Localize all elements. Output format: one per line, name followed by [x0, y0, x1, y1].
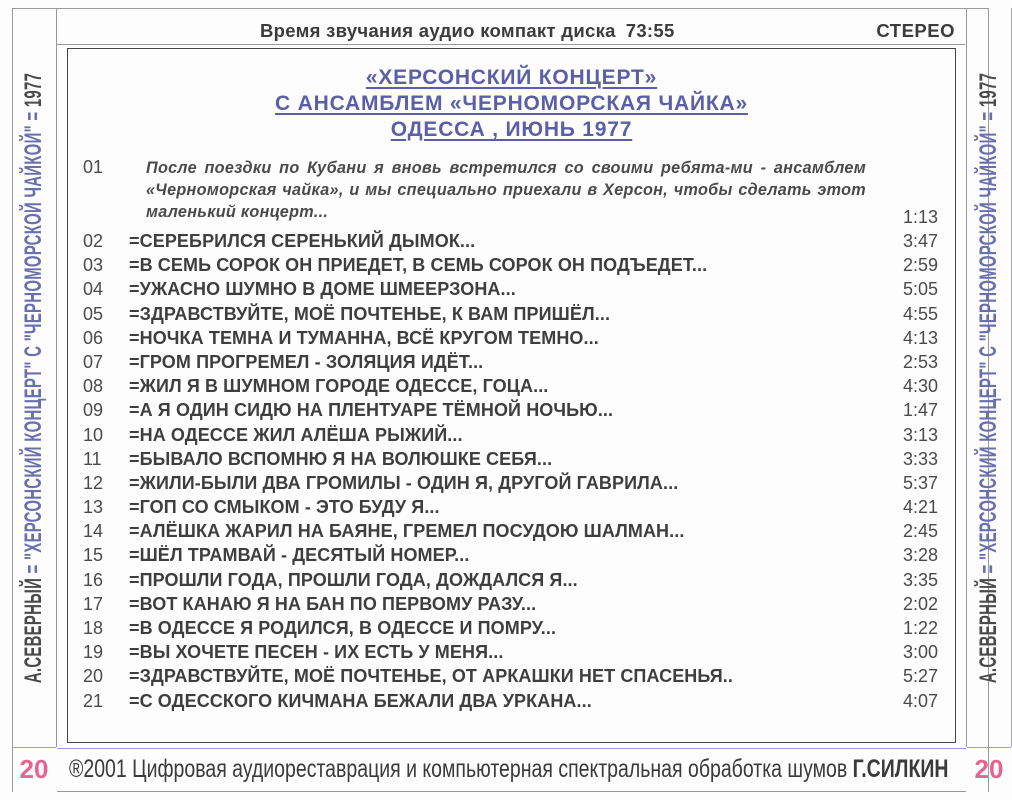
- track-duration: 1:13: [902, 207, 938, 227]
- track-row: [68, 666, 955, 690]
- track-title: =СЕРЕБРИЛСЯ СЕРЕНЬКИЙ ДЫМОК...: [129, 231, 476, 251]
- duration-value: 73:55: [625, 20, 675, 41]
- spine-text: [20, 72, 48, 682]
- track-number: 02: [83, 231, 104, 251]
- track-duration: 5:37: [902, 472, 938, 493]
- total-duration: [260, 20, 675, 42]
- track-row: [68, 400, 955, 424]
- track-duration: 3:00: [902, 642, 938, 663]
- track-number: 09: [83, 400, 104, 421]
- track-number: 11: [83, 448, 102, 469]
- duration-label: Время звучания аудио компакт диска: [260, 20, 616, 41]
- track-number: 14: [83, 521, 104, 542]
- track-row: [68, 594, 955, 618]
- track-title: =ЖИЛ Я В ШУМНОМ ГОРОДЕ ОДЕССЕ, ГОЦА...: [129, 376, 549, 397]
- track-duration: 4:21: [902, 497, 938, 518]
- track-row: [68, 376, 955, 400]
- track-duration: 1:47: [902, 400, 938, 421]
- track-number: 06: [83, 327, 104, 348]
- track-duration: 4:13: [902, 327, 938, 348]
- spine-year: 1977: [20, 72, 47, 107]
- track-intro: [68, 153, 955, 231]
- disc-number: 20: [974, 753, 1004, 784]
- track-number: 18: [83, 618, 104, 638]
- title-line-3: ОДЕССА , ИЮНЬ 1977: [390, 118, 633, 141]
- track-row: [68, 279, 955, 303]
- track-row: [68, 425, 955, 449]
- track-number: 08: [83, 376, 104, 397]
- track-duration: 2:02: [902, 593, 938, 614]
- track-title: =А Я ОДИН СИДЮ НА ПЛЕНТУАРЕ ТЁМНОЙ НОЧЬЮ...: [129, 400, 614, 421]
- track-row: [68, 570, 955, 594]
- track-number: 01: [83, 157, 104, 177]
- stereo-label: СТЕРЕО: [876, 20, 955, 41]
- tracklist-box: [67, 48, 956, 743]
- track-title: =ВЫ ХОЧЕТЕ ПЕСЕН - ИХ ЕСТЬ У МЕНЯ...: [129, 642, 504, 663]
- track-title: =НОЧКА ТЕМНА И ТУМАННА, ВСЁ КРУГОМ ТЕМНО...: [129, 327, 599, 348]
- track-title: =ЖИЛИ-БЫЛИ ДВА ГРОМИЛЫ - ОДИН Я, ДРУГОЙ ГАВРИЛА...: [129, 472, 679, 493]
- spine-artist: А.СЕВЕРНЫЙ: [20, 577, 47, 683]
- track-row: [68, 691, 955, 715]
- track-row: [68, 255, 955, 279]
- title-line-1: «ХЕРСОНСКИЙ КОНЦЕРТ»: [365, 66, 658, 89]
- track-title: =НА ОДЕССЕ ЖИЛ АЛЁША РЫЖИЙ...: [129, 424, 463, 445]
- track-title: =АЛЁШКА ЖАРИЛ НА БАЯНЕ, ГРЕМЕЛ ПОСУДОЮ ШАЛМАН...: [129, 521, 685, 542]
- right-spine: [966, 8, 1012, 747]
- spine-year: 1977: [975, 72, 1002, 107]
- spine-title: = "ХЕРСОНСКИЙ КОНЦЕРТ" С "ЧЕРНОМОРСКОЙ ЧАЙКОЙ" =: [975, 106, 1002, 578]
- spine-text: [975, 72, 1003, 682]
- track-number: 13: [83, 497, 104, 518]
- track-title: =В СЕМЬ СОРОК ОН ПРИЕДЕТ, В СЕМЬ СОРОК ОН ПОДЪЕДЕТ...: [129, 255, 708, 276]
- track-number: 20: [83, 666, 104, 687]
- track-title: =ШЁЛ ТРАМВАЙ - ДЕСЯТЫЙ НОМЕР...: [129, 545, 470, 566]
- track-duration: 3:35: [902, 569, 938, 590]
- track-title: =С ОДЕССКОГО КИЧМАНА БЕЖАЛИ ДВА УРКАНА...: [129, 690, 592, 711]
- disc-number: 20: [19, 753, 49, 784]
- track-duration: 3:47: [902, 231, 938, 251]
- track-duration: 2:53: [902, 351, 938, 372]
- track-duration: 5:05: [902, 279, 938, 300]
- track-number: 21: [83, 690, 104, 711]
- footer-credits: [69, 755, 948, 784]
- track-row: [68, 618, 955, 642]
- spine-title: = "ХЕРСОНСКИЙ КОНЦЕРТ" С "ЧЕРНОМОРСКОЙ ЧАЙКОЙ" =: [20, 106, 47, 578]
- track-row: [68, 545, 955, 569]
- spine-artist: А.СЕВЕРНЫЙ: [975, 577, 1002, 683]
- track-duration: 4:07: [902, 690, 938, 711]
- album-title: [68, 65, 955, 143]
- header-strip: [57, 8, 965, 45]
- track-title: =БЫВАЛО ВСПОМНЮ Я НА ВОЛЮШКЕ СЕБЯ...: [129, 448, 553, 469]
- track-title: =ЗДРАВСТВУЙТЕ, МОЁ ПОЧТЕНЬЕ, ОТ АРКАШКИ НЕТ СПАСЕНЬЯ..: [129, 666, 733, 687]
- track-number: 16: [83, 569, 104, 590]
- title-line-2: С АНСАМБЛЕМ «ЧЕРНОМОРСКАЯ ЧАЙКА»: [275, 92, 748, 115]
- track-number: 15: [83, 545, 104, 566]
- track-duration: 2:45: [902, 521, 938, 542]
- track-number: 17: [83, 593, 104, 614]
- track-number: 07: [83, 351, 104, 372]
- track-title: =ГРОМ ПРОГРЕМЕЛ - ЗОЛЯЦИЯ ИДЁТ...: [129, 351, 484, 372]
- track-row: [68, 231, 955, 255]
- track-title: =ВОТ КАНАЮ Я НА БАН ПО ПЕРВОМУ РАЗУ...: [129, 593, 537, 614]
- footer-strip: [57, 748, 966, 792]
- track-duration: 4:55: [902, 303, 938, 324]
- track-duration: 4:30: [902, 376, 938, 397]
- track-number: 10: [83, 424, 104, 445]
- track-title: =ЗДРАВСТВУЙТЕ, МОЁ ПОЧТЕНЬЕ, К ВАМ ПРИШЁЛ...: [129, 303, 611, 324]
- restorer-name: Г.СИЛКИН: [852, 755, 949, 783]
- track-row: [68, 304, 955, 328]
- track-duration: 2:59: [902, 255, 938, 276]
- track-title: =УЖАСНО ШУМНО В ДОМЕ ШМЕЕРЗОНА...: [129, 279, 516, 300]
- track-row: [68, 473, 955, 497]
- track-duration: 3:28: [902, 545, 938, 566]
- track-row: [68, 642, 955, 666]
- track-duration: 1:22: [902, 618, 938, 638]
- track-row: [68, 449, 955, 473]
- track-title: =В ОДЕССЕ Я РОДИЛСЯ, В ОДЕССЕ И ПОМРУ...: [129, 618, 557, 638]
- track-title: =ГОП СО СМЫКОМ - ЭТО БУДУ Я...: [129, 497, 440, 518]
- track-number: 04: [83, 279, 104, 300]
- track-row: [68, 497, 955, 521]
- track-number: 12: [83, 472, 104, 493]
- track-row: [68, 521, 955, 545]
- left-spine: [12, 8, 57, 747]
- track-row: [68, 328, 955, 352]
- track-number: 19: [83, 642, 104, 663]
- track-number: 05: [83, 303, 104, 324]
- track-duration: 3:13: [902, 424, 938, 445]
- track-number: 03: [83, 255, 104, 276]
- track-row: [68, 352, 955, 376]
- footer-note: ®2001 Цифровая аудиореставрация и компьютерная спектральная обработка шумов: [69, 755, 853, 783]
- track-duration: 5:27: [902, 666, 938, 687]
- track-duration: 3:33: [902, 448, 938, 469]
- track-title: =ПРОШЛИ ГОДА, ПРОШЛИ ГОДА, ДОЖДАЛСЯ Я...: [129, 569, 578, 590]
- intro-note: После поездки по Кубани я вновь встретился со своими ребята-ми - ансамблем «Черноморская чайка», и мы специально приехали в Херсон, чтобы сделать этот маленький концерт...: [146, 159, 866, 221]
- track-list: [68, 153, 955, 715]
